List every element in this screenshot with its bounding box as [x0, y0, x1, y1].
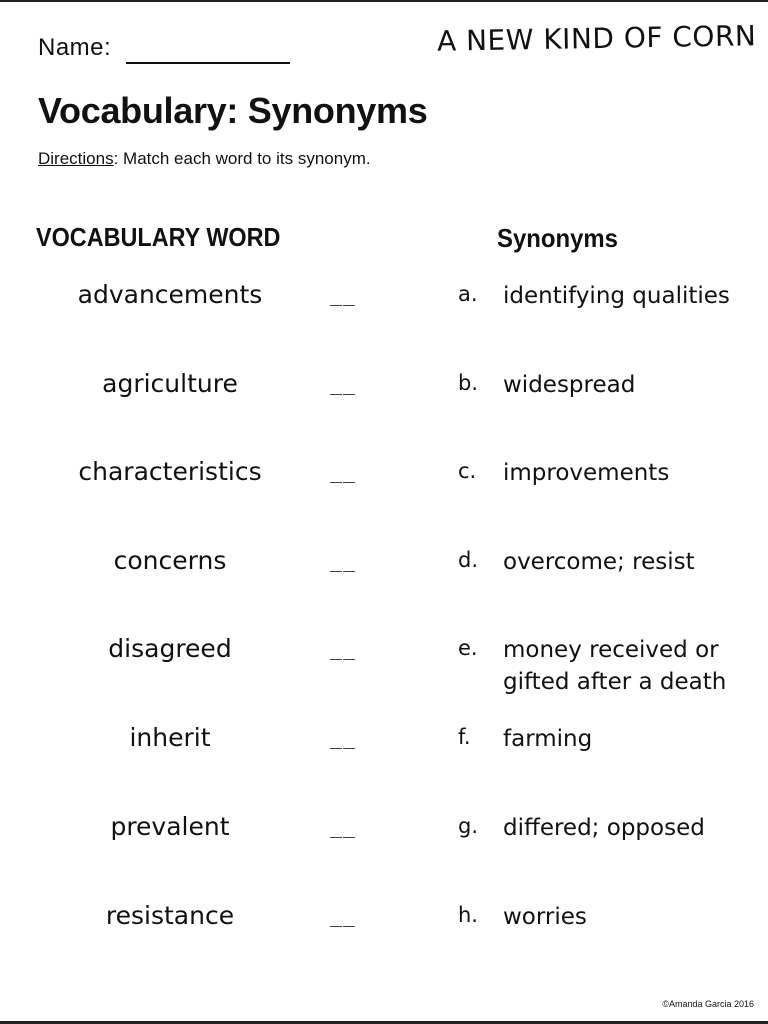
matching-row — [0, 546, 768, 606]
synonym-letter: g. — [458, 814, 479, 838]
story-title: A NEW KIND OF CORN — [436, 19, 757, 58]
vocabulary-word: disagreed — [108, 634, 232, 663]
vocabulary-word: characteristics — [78, 457, 262, 486]
synonym-text: farming — [503, 726, 593, 752]
vocabulary-word: resistance — [105, 901, 235, 930]
answer-blank: __ — [330, 371, 357, 395]
copyright-notice: ©Amanda Garcia 2016 — [662, 999, 754, 1009]
name-label: Name: — [38, 34, 112, 61]
answer-blank: __ — [330, 636, 357, 660]
matching-row — [0, 901, 768, 961]
matching-row — [0, 723, 768, 783]
page-title: Vocabulary: Synonyms — [38, 90, 428, 131]
column-header-synonyms: Synonyms — [497, 223, 618, 253]
answer-blank: __ — [330, 725, 357, 749]
matching-row — [0, 280, 768, 340]
synonym-text: differed; opposed — [503, 815, 705, 841]
synonym-letter: a. — [458, 282, 478, 306]
name-blank-line — [126, 62, 290, 64]
matching-row — [0, 369, 768, 429]
synonym-text: overcome; resist — [503, 549, 695, 575]
synonym-letter: b. — [458, 371, 479, 395]
synonym-text: improvements — [503, 460, 670, 486]
synonym-text: widespread — [503, 372, 636, 398]
directions-label: Directions — [38, 149, 114, 168]
vocabulary-word: concerns — [113, 546, 227, 575]
answer-blank: __ — [330, 459, 357, 483]
answer-blank: __ — [330, 814, 357, 838]
synonym-letter: e. — [458, 636, 478, 660]
synonym-letter: d. — [458, 548, 479, 572]
directions-text: : Match each word to its synonym. — [113, 149, 371, 168]
answer-blank: __ — [330, 548, 357, 572]
synonym-text: identifying qualities — [503, 283, 730, 309]
vocabulary-word: advancements — [77, 280, 263, 309]
synonym-text: money received or gifted after a death — [503, 637, 727, 695]
answer-blank: __ — [330, 903, 357, 927]
matching-row — [0, 812, 768, 872]
directions — [38, 149, 371, 169]
synonym-letter: f. — [458, 725, 471, 749]
vocabulary-word: inherit — [129, 723, 211, 752]
answer-blank: __ — [330, 282, 357, 306]
column-header-vocabulary-word: VOCABULARY WORD — [36, 222, 281, 252]
matching-row — [0, 634, 768, 714]
synonym-letter: h. — [458, 903, 478, 927]
matching-row — [0, 457, 768, 517]
synonym-letter: c. — [458, 459, 477, 483]
vocabulary-word: prevalent — [110, 812, 230, 841]
synonym-text: worries — [503, 904, 587, 930]
vocabulary-word: agriculture — [102, 369, 238, 398]
